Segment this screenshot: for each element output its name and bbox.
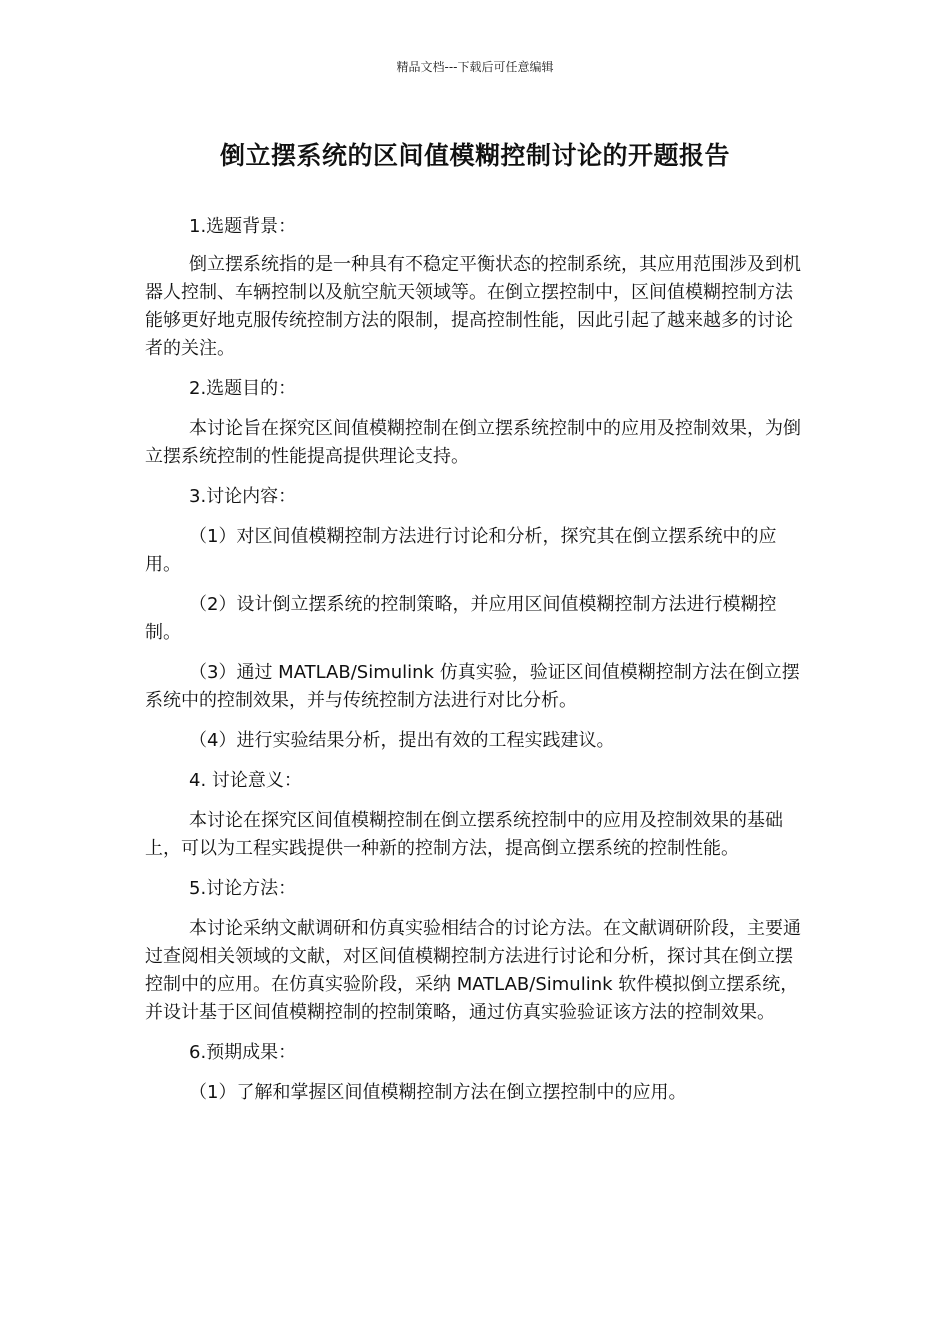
paragraph-background: 倒立摆系统指的是一种具有不稳定平衡状态的控制系统，其应用范围涉及到机器人控制、车辆控制以及航空航天领域等。在倒立摆控制中，区间值模糊控制方法能够更好地克服传统控制方法的限制，提高控制性能，因此引起了越来越多的讨论者的关注。 — [145, 254, 801, 359]
section-heading-content: 3.讨论内容： — [189, 486, 297, 507]
list-item-outcome-1: （1）了解和掌握区间值模糊控制方法在倒立摆控制中的应用。 — [189, 1082, 687, 1103]
list-item-content-2: （2）设计倒立摆系统的控制策略，并应用区间值模糊控制方法进行模糊控制。 — [145, 594, 777, 643]
section-heading-purpose: 2.选题目的： — [189, 378, 297, 399]
paragraph-significance: 本讨论在探究区间值模糊控制在倒立摆系统控制中的应用及控制效果的基础上，可以为工程实践提供一种新的控制方法，提高倒立摆系统的控制性能。 — [145, 810, 783, 859]
document-title: 倒立摆系统的区间值模糊控制讨论的开题报告 — [219, 141, 730, 170]
list-item-content-3: （3）通过 MATLAB/Simulink 仿真实验，验证区间值模糊控制方法在倒立摆系统中的控制效果，并与传统控制方法进行对比分析。 — [145, 662, 800, 711]
section-heading-background: 1.选题背景： — [189, 216, 297, 237]
list-item-content-4: （4）进行实验结果分析，提出有效的工程实践建议。 — [189, 730, 615, 751]
section-heading-significance: 4. 讨论意义： — [189, 770, 302, 791]
paragraph-method: 本讨论采纳文献调研和仿真实验相结合的讨论方法。在文献调研阶段，主要通过查阅相关领域的文献，对区间值模糊控制方法进行讨论和分析，探讨其在倒立摆控制中的应用。在仿真实验阶段，采纳 MATLAB/Simulink 软件模拟倒立摆系统，并设计基于区间值模糊控制的控制策略，通过仿真实验验证该方法的控制效果。 — [145, 918, 801, 1023]
section-heading-outcomes: 6.预期成果： — [189, 1042, 297, 1063]
paragraph-purpose: 本讨论旨在探究区间值模糊控制在倒立摆系统控制中的应用及控制效果，为倒立摆系统控制的性能提高提供理论支持。 — [145, 418, 801, 467]
page-header: 精品文档---下载后可任意编辑 — [396, 60, 554, 74]
list-item-content-1: （1）对区间值模糊控制方法进行讨论和分析，探究其在倒立摆系统中的应用。 — [145, 526, 777, 575]
document-body — [145, 213, 810, 1107]
section-heading-method: 5.讨论方法： — [189, 878, 297, 899]
